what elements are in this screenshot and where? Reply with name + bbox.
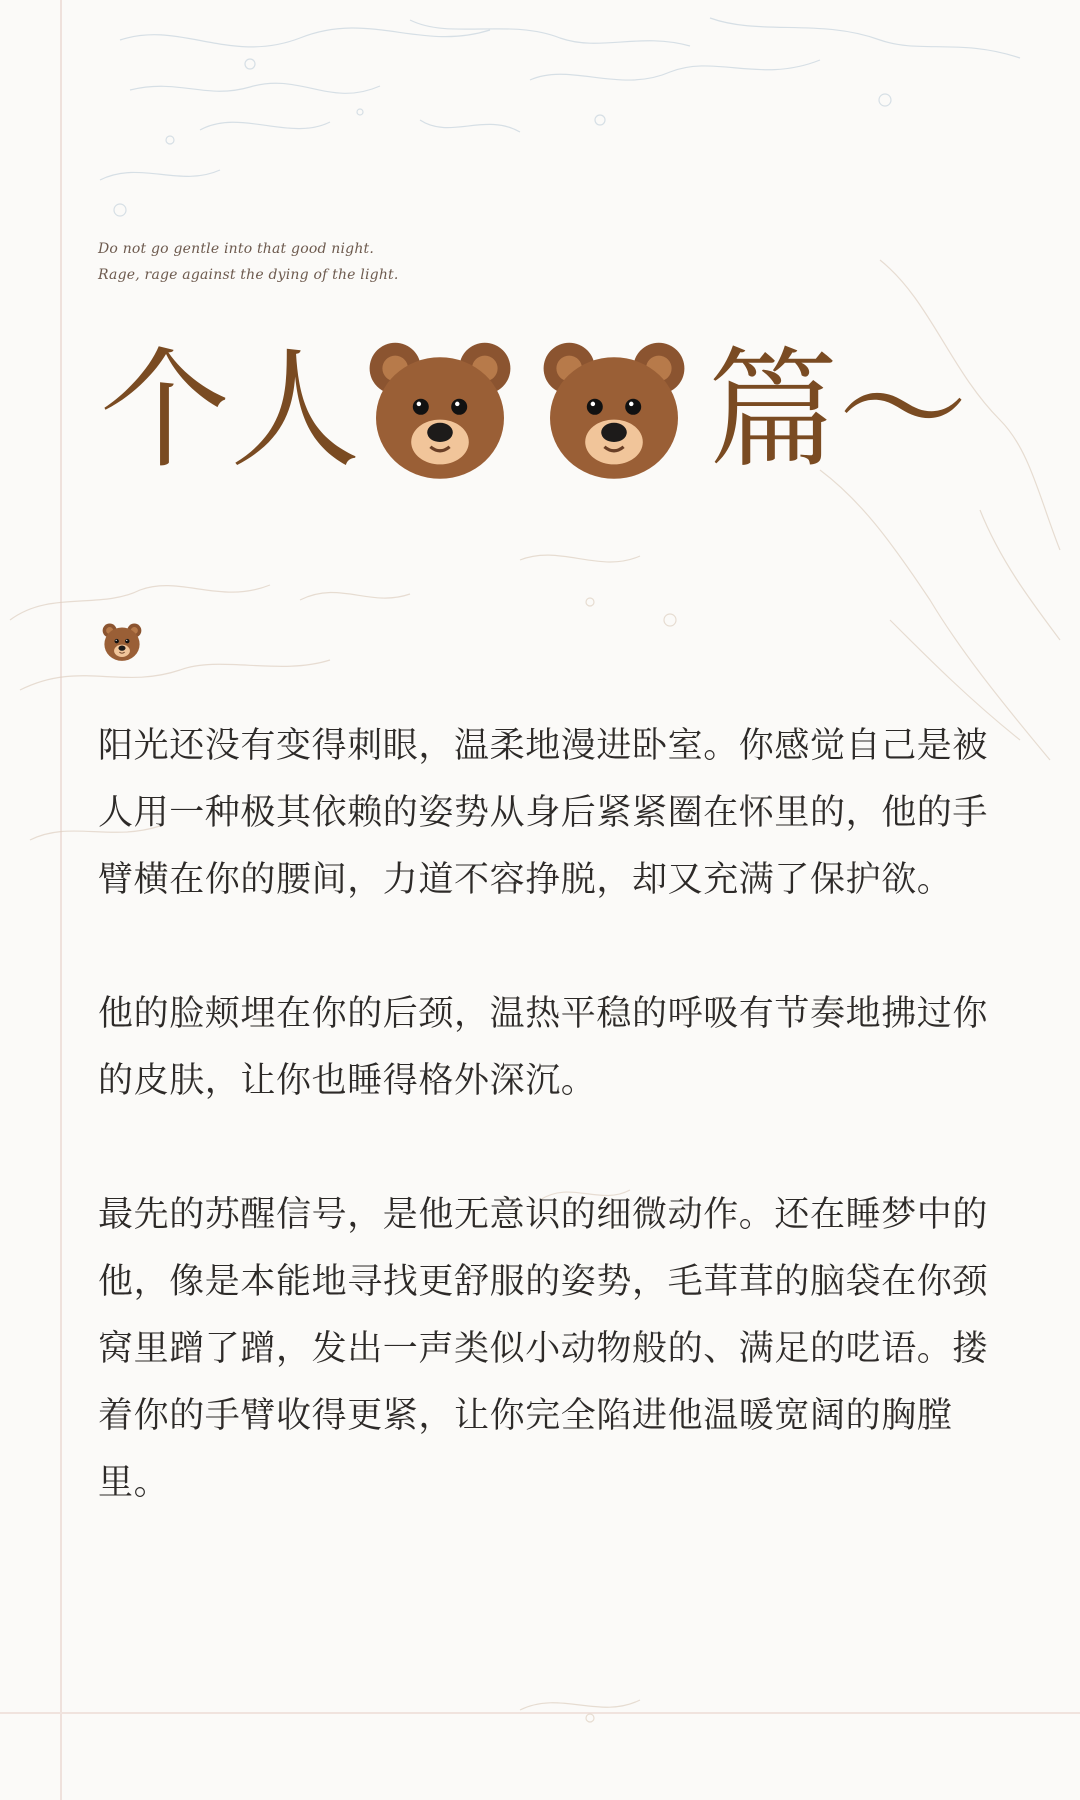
handwritten-quote	[98, 236, 478, 288]
title-text-end: 篇～	[708, 334, 969, 486]
bear-face-icon	[360, 330, 520, 490]
page-title	[100, 330, 968, 490]
story-paragraph-3: 最先的苏醒信号，是他无意识的细微动作。还在睡梦中的他，像是本能地寻找更舒服的姿势，毛茸茸的脑袋在你颈窝里蹭了蹭，发出一声类似小动物般的、满足的呓语。搂着你的手臂收得更紧，让你完全陷进他温暖宽阔的胸膛里。	[98, 1195, 989, 1503]
story-paragraph-1: 阳光还没有变得刺眼，温柔地漫进卧室。你感觉自己是被人用一种极其依赖的姿势从身后紧紧圈在怀里的，他的手臂横在你的腰间，力道不容挣脱，却又充满了保护欲。	[98, 726, 989, 900]
page-margin-line	[60, 0, 62, 1800]
story-content	[98, 713, 1018, 1517]
title-text-start: 个人	[100, 334, 361, 486]
handwritten-quote-line-2: Rage, rage against the dying of the light.	[98, 267, 399, 283]
page-bottom-line	[0, 1712, 1080, 1714]
bear-face-icon	[534, 330, 694, 490]
story-paragraph-2: 他的脸颊埋在你的后颈，温热平稳的呼吸有节奏地拂过你的皮肤，让你也睡得格外深沉。	[98, 994, 989, 1101]
bear-face-icon	[100, 620, 144, 664]
handwritten-quote-line-1: Do not go gentle into that good night.	[98, 241, 375, 257]
